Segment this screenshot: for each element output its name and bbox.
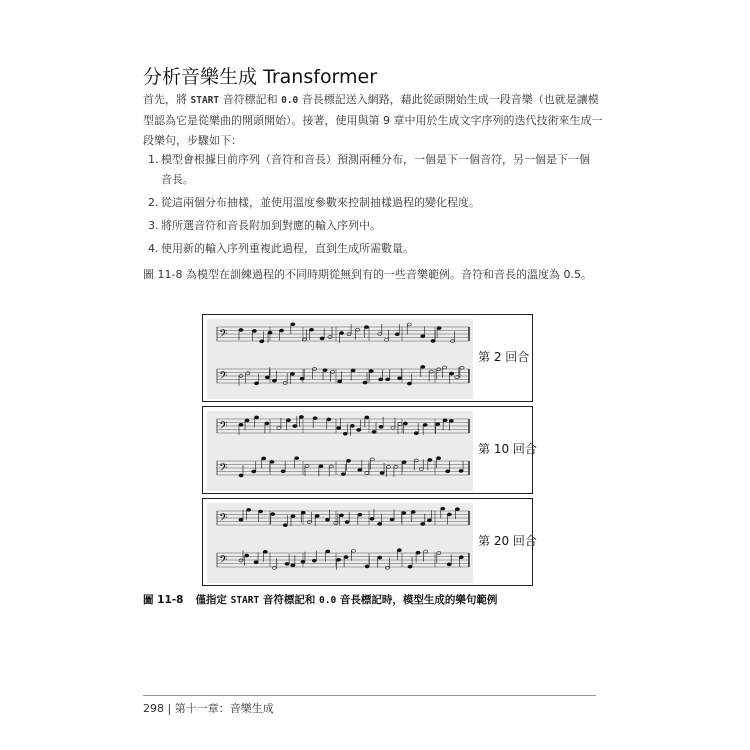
svg-text:𝄢: 𝄢 <box>219 328 228 343</box>
svg-text:𝄢: 𝄢 <box>219 420 228 435</box>
figure-caption <box>143 592 497 607</box>
caption-text-2: 音符標記和 <box>259 594 320 606</box>
svg-text:𝄢: 𝄢 <box>219 462 228 477</box>
step-text: 模型會根據目前序列（音符和音長）預測兩種分布，一個是下一個音符，另一個是下一個音長。 <box>161 153 590 186</box>
step-number: 1. <box>148 153 159 166</box>
step-item <box>148 239 600 259</box>
step-item <box>148 216 600 236</box>
figure-panel-epoch-20 <box>202 498 537 586</box>
step-item <box>148 150 600 190</box>
music-score-image <box>207 411 473 491</box>
figure-panel-epoch-2 <box>202 314 533 402</box>
intro-code-start: START <box>190 95 220 106</box>
intro-text-1: 首先，將 <box>143 93 191 106</box>
caption-number: 圖 11-8 <box>143 594 184 606</box>
step-number: 4. <box>148 242 159 255</box>
step-text: 將所選音符和音長附加到對應的輸入序列中。 <box>161 219 381 232</box>
chapter-title: 第十一章：音樂生成 <box>174 702 274 715</box>
staff <box>217 549 469 570</box>
intro-text-2: 音符標記和 <box>219 93 282 106</box>
staff <box>217 507 469 527</box>
staff <box>217 365 469 385</box>
step-item <box>148 193 600 213</box>
music-score-svg <box>207 411 473 491</box>
section-title: 分析音樂生成 Transformer <box>143 66 378 88</box>
music-score-svg <box>207 503 473 583</box>
caption-code-start: START <box>230 595 260 606</box>
round-label: 第 10 回合 <box>478 442 537 456</box>
svg-text:𝄢: 𝄢 <box>219 370 228 385</box>
svg-text:𝄢: 𝄢 <box>219 512 228 527</box>
figure-reference-paragraph: 圖 11-8 為模型在訓練過程的不同時期從無到有的一些音樂範例。音符和音長的溫度為 0.5。 <box>143 268 592 281</box>
step-number: 2. <box>148 196 159 209</box>
staff <box>217 415 469 435</box>
steps-list <box>148 150 600 262</box>
caption-code-duration: 0.0 <box>319 595 337 606</box>
intro-text-3: 音長標記送入網路，藉此從頭開始生成一段音樂（也就是讓模型認為它是從樂曲的開頭開始）。接著，使用與第 9 章中用於生成文字序列的迭代技術來生成一段樂句，步驟如下： <box>143 93 603 147</box>
figure-panel-epoch-10 <box>202 406 537 494</box>
music-score-svg <box>207 319 473 399</box>
staff <box>217 457 469 477</box>
page-footer <box>143 700 274 716</box>
music-score-image <box>207 319 473 399</box>
svg-text:𝄢: 𝄢 <box>219 554 228 569</box>
round-label: 第 20 回合 <box>478 534 537 548</box>
step-text: 從這兩個分布抽樣，並使用溫度參數來控制抽樣過程的變化程度。 <box>161 196 480 209</box>
step-number: 3. <box>148 219 159 232</box>
caption-text-3: 音長標記時，模型生成的樂句範例 <box>336 594 498 606</box>
caption-text-1: 僅指定 <box>195 594 231 606</box>
round-label: 第 2 回合 <box>478 350 530 364</box>
staff <box>217 323 469 343</box>
footer-separator: | <box>167 702 172 715</box>
page-number: 298 <box>143 702 164 715</box>
music-score-image <box>207 503 473 583</box>
footer-divider <box>143 695 596 696</box>
step-text: 使用新的輸入序列重複此過程，直到生成所需數量。 <box>161 242 414 255</box>
intro-paragraph <box>143 90 605 151</box>
intro-code-duration: 0.0 <box>281 95 299 106</box>
